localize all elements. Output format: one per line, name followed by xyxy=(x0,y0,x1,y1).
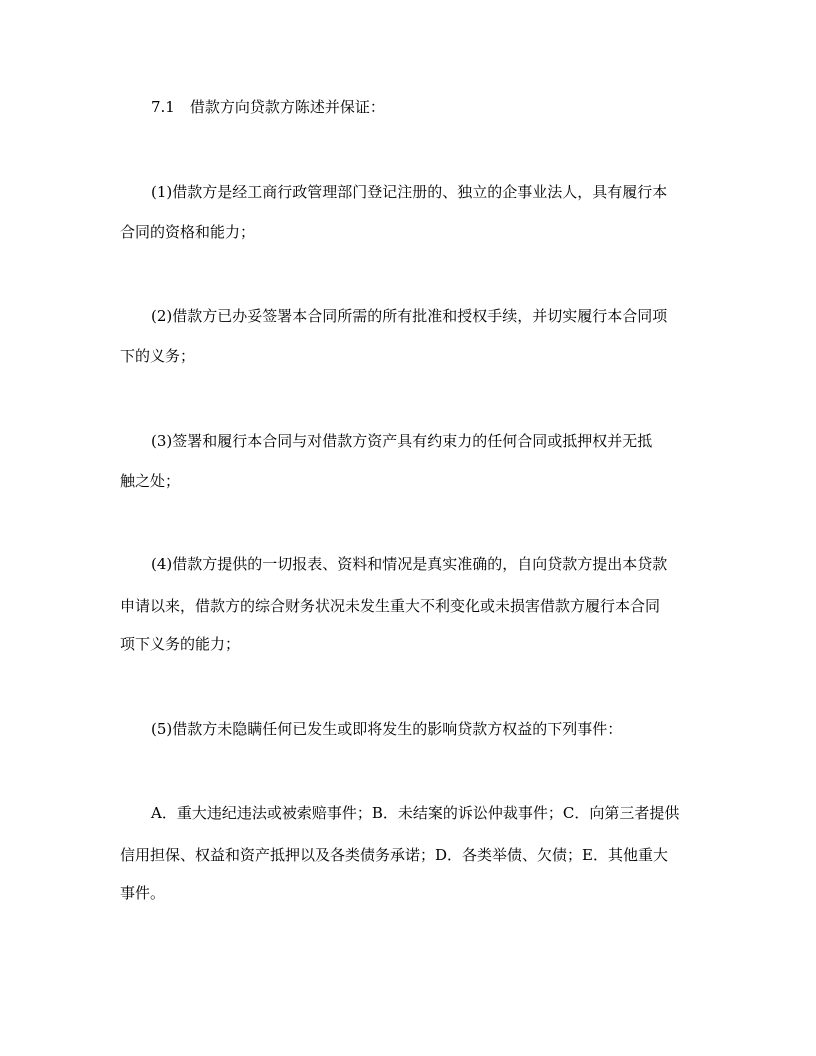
section-heading: 7.1 借款方向贷款方陈述并保证： xyxy=(151,98,385,116)
item-4-line-3: 项下义务的能力； xyxy=(120,635,241,653)
item-4-line-1: (4)借款方提供的一切报表、资料和情况是真实准确的，自向贷款方提出本贷款 xyxy=(151,555,668,573)
item-1-line-1: (1)借款方是经工商行政管理部门登记注册的、独立的企事业法人，具有履行本 xyxy=(151,183,668,201)
item-3-line-1: (3)签署和履行本合同与对借款方资产具有约束力的任何合同或抵押权并无抵 xyxy=(151,432,653,450)
item-2-line-1: (2)借款方已办妥签署本合同所需的所有批准和授权手续，并切实履行本合同项 xyxy=(151,307,668,325)
item-6-line-2: 信用担保、权益和资产抵押以及各类债务承诺；D．各类举债、欠债；E．其他重大 xyxy=(120,846,668,864)
item-3-line-2: 触之处； xyxy=(120,472,181,490)
item-6-line-3: 事件。 xyxy=(120,884,166,902)
item-6-line-1: A．重大违纪违法或被索赔事件；B．未结案的诉讼仲裁事件；C．向第三者提供 xyxy=(151,804,680,822)
item-5-line-1: (5)借款方未隐瞒任何已发生或即将发生的影响贷款方权益的下列事件： xyxy=(151,720,623,738)
item-2-line-2: 下的义务； xyxy=(120,347,196,365)
item-4-line-2: 申请以来，借款方的综合财务状况未发生重大不利变化或未损害借款方履行本合同 xyxy=(120,597,661,615)
item-1-line-2: 合同的资格和能力； xyxy=(120,223,256,241)
